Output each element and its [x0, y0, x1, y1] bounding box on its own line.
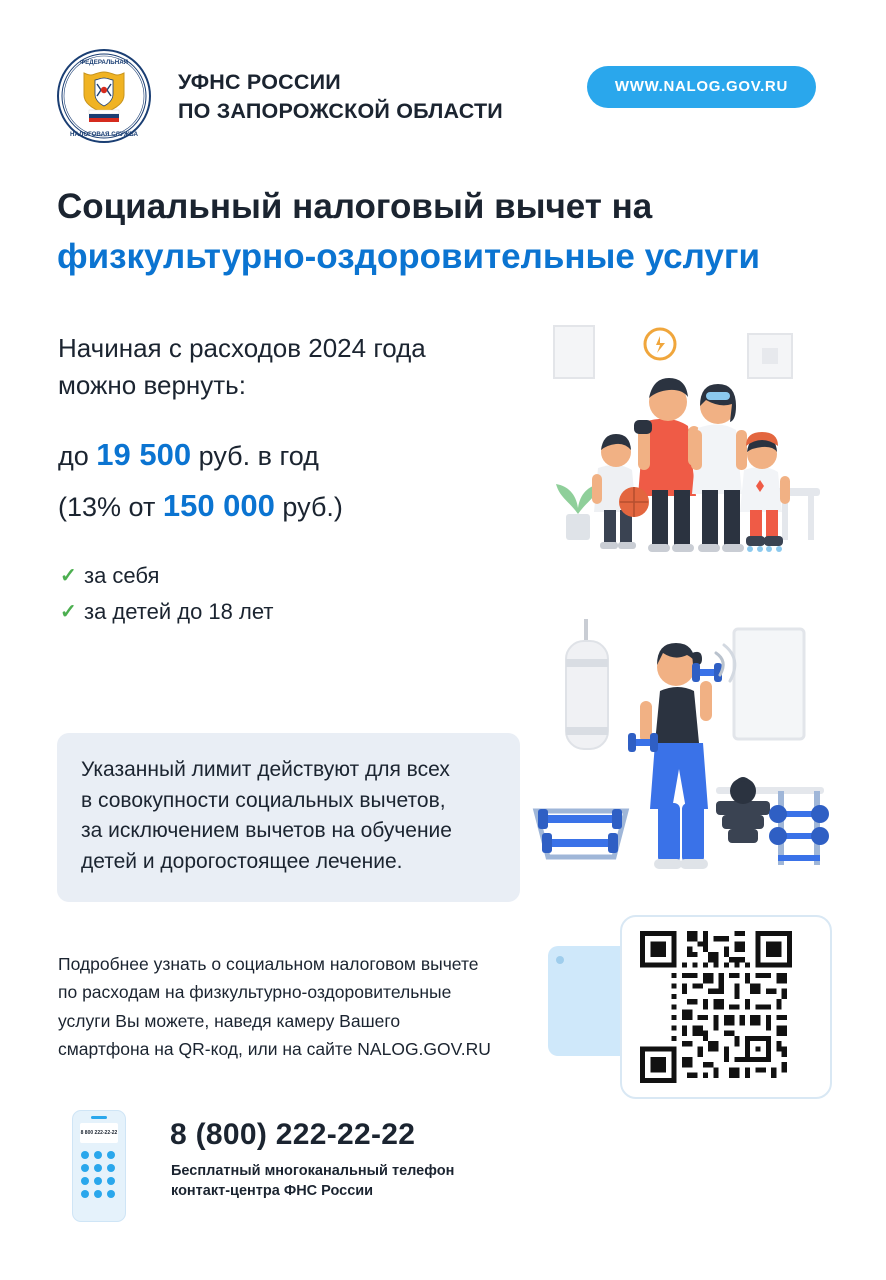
intro-line-2: можно вернуть:	[58, 369, 246, 400]
qr-instructions-line-2: по расходам на физкультурно-оздоровительные	[58, 982, 452, 1003]
title-line-2: физкультурно-оздоровительные услуги	[57, 236, 760, 276]
amount-row1-suffix: руб. в год	[198, 441, 319, 471]
qr-code-card[interactable]	[620, 915, 832, 1099]
keypad-key	[107, 1164, 115, 1172]
phone-keypad	[81, 1151, 117, 1198]
amount-row2-value: 150 000	[162, 488, 275, 523]
qr-instructions-line-3: услуги Вы можете, наведя камеру Вашего	[58, 1010, 401, 1031]
amount-row1-value: 19 500	[96, 437, 192, 472]
check-icon: ✓	[60, 565, 77, 587]
contact-phone-caption	[171, 1162, 501, 1201]
list-item-label: за детей до 18 лет	[84, 599, 274, 624]
organization-name	[178, 68, 503, 125]
list-item	[60, 599, 510, 625]
keypad-key	[94, 1190, 102, 1198]
intro-text	[58, 330, 528, 404]
title-line-1: Социальный налоговый вычет на	[57, 187, 653, 226]
phone-speaker-icon	[91, 1116, 107, 1119]
list-item	[60, 563, 510, 589]
limit-note-line-2: в совокупности социальных вычетов,	[81, 788, 446, 812]
contact-caption-line-1: Бесплатный многоканальный телефон	[171, 1163, 455, 1179]
amount-row2-suffix: руб.)	[282, 492, 343, 522]
svg-text:ФЕДЕРАЛЬНАЯ: ФЕДЕРАЛЬНАЯ	[79, 59, 129, 66]
check-icon: ✓	[60, 601, 77, 623]
page-title	[57, 185, 857, 279]
organization-line-1: УФНС РОССИИ	[178, 70, 341, 94]
gym-workout-illustration	[520, 615, 830, 890]
phone-keypad-icon	[72, 1110, 126, 1222]
amount-row-yearly	[58, 437, 319, 473]
keypad-key	[94, 1151, 102, 1159]
contact-footer	[60, 1110, 620, 1230]
keypad-key	[81, 1190, 89, 1198]
limit-note-line-1: Указанный лимит действуют для всех	[81, 758, 450, 781]
keypad-key	[94, 1177, 102, 1185]
eligibility-list	[60, 563, 510, 635]
smartphone-shape-icon	[548, 946, 626, 1056]
keypad-key	[107, 1190, 115, 1198]
family-sport-illustration	[548, 318, 828, 568]
intro-line-1: Начиная с расходов 2024 года	[58, 333, 426, 363]
amount-row1-prefix: до	[58, 441, 89, 471]
fns-emblem-icon	[56, 48, 152, 144]
keypad-key	[81, 1151, 89, 1159]
qr-code-image[interactable]	[640, 931, 792, 1083]
qr-instructions-line-1: Подробнее узнать о социальном налоговом вычете	[58, 954, 479, 974]
amount-row2-prefix: (13% от	[58, 492, 156, 522]
keypad-key	[81, 1164, 89, 1172]
keypad-key	[94, 1164, 102, 1172]
amount-row-base	[58, 488, 343, 524]
keypad-key	[107, 1151, 115, 1159]
keypad-key	[107, 1177, 115, 1185]
contact-phone-number[interactable]: 8 (800) 222-22-22	[170, 1118, 416, 1151]
limit-note-line-3: за исключением вычетов на обучение	[81, 819, 452, 843]
list-item-label: за себя	[84, 563, 160, 588]
camera-dot-icon	[556, 956, 564, 964]
svg-text:НАЛОГОВАЯ СЛУЖБА: НАЛОГОВАЯ СЛУЖБА	[70, 131, 138, 138]
qr-instructions-line-4: смартфона на QR-код, или на сайте NALOG.GOV.RU	[58, 1039, 491, 1060]
limit-note-line-4: детей и дорогостоящее лечение.	[81, 849, 403, 873]
poster-header	[56, 48, 830, 144]
limit-note-box	[57, 733, 520, 902]
keypad-key	[81, 1177, 89, 1185]
organization-line-2: ПО ЗАПОРОЖСКОЙ ОБЛАСТИ	[178, 98, 503, 123]
qr-instructions	[58, 950, 533, 1063]
phone-screen-number: 8 800 222-22-22	[80, 1123, 118, 1143]
contact-caption-line-2: контакт-центра ФНС России	[171, 1182, 374, 1199]
website-pill-link[interactable]: WWW.NALOG.GOV.RU	[587, 66, 816, 108]
